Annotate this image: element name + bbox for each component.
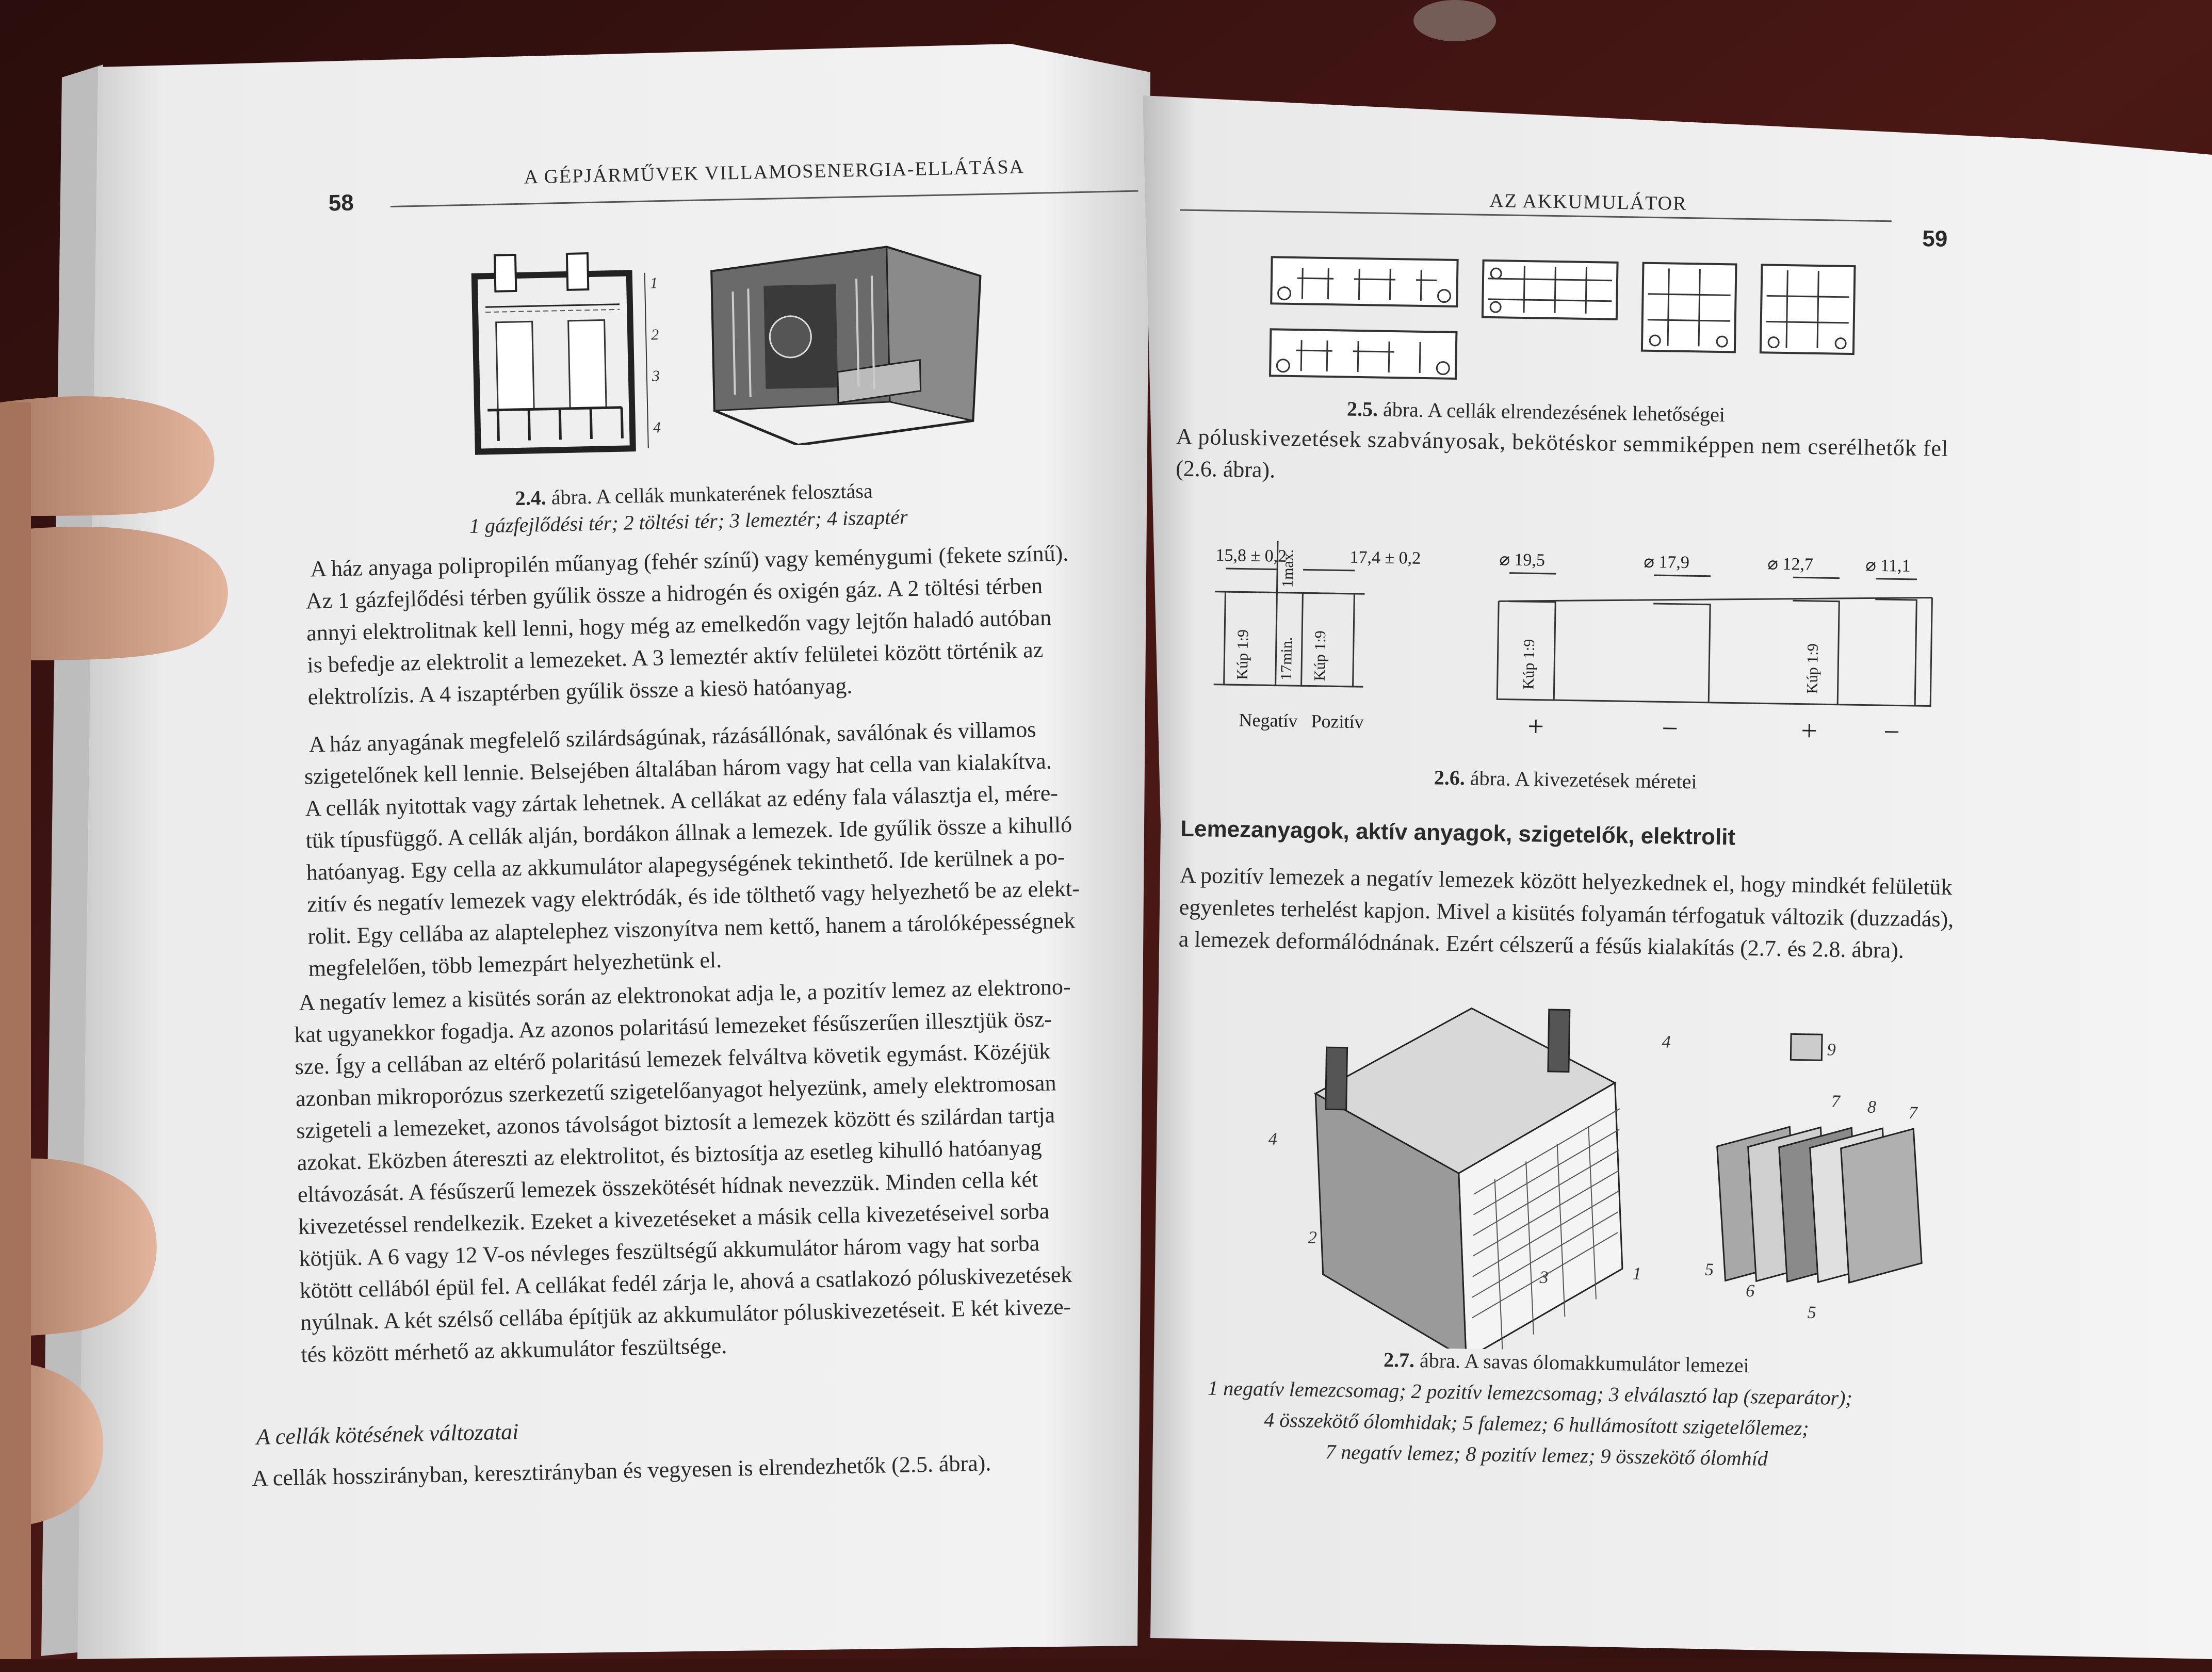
diameter-3: ⌀ 12,7 <box>1767 554 1814 574</box>
diameter-4: ⌀ 11,1 <box>1865 556 1911 576</box>
label-2: 2 <box>1308 1228 1318 1247</box>
label-5: 5 <box>1807 1303 1816 1323</box>
max-label: 1max. <box>1279 549 1297 588</box>
taper-label: Kúp 1:9 <box>1520 639 1538 690</box>
para-2-line: A ház anyagának megfelelő szilárdságúnak, rázásállónak, saválónak és villamos <box>308 717 1036 757</box>
fig-2-5-caption: 2.5. ábra. A cellák elrendezésének lehetőségei <box>1346 397 1726 427</box>
label-8: 8 <box>1867 1097 1877 1117</box>
fig-2-7-caption: 2.7. ábra. A savas ólomakkumulátor lemezei <box>1383 1348 1750 1377</box>
fig-2-7-legend-line: 1 negatív lemezcsomag; 2 pozitív lemezcsomag; 3 elválasztó lap (szeparátor); <box>1207 1376 1853 1410</box>
para-3-line: sze. Így a cellában az eltérő polaritású lemezek felváltva követik egymást. Közéjük <box>295 1038 1051 1080</box>
subheading: A cellák kötésének változatai <box>256 1419 519 1450</box>
label-7: 7 <box>1831 1092 1841 1111</box>
para-3-line: eltávozását. A fésűszerű lemezek összekötését hídnak nevezzük. Minden cella két <box>297 1166 1038 1208</box>
para-1-line: (2.6. ábra). <box>1175 456 1276 483</box>
negative-label: Negatív <box>1239 709 1298 732</box>
para-2-line: egyenletes terhelést kapjon. Mivel a kisütés folyamán térfogatuk változik (duzzadás), <box>1179 894 1954 932</box>
para-2-line: megfelelően, több lemezpárt helyezhetünk el. <box>308 947 722 981</box>
running-head: A GÉPJÁRMŰVEK VILLAMOSENERGIA-ELLÁTÁSA <box>524 156 1025 188</box>
sign-plus: + <box>1800 715 1818 748</box>
para-3-line: tés között mérhető az akkumulátor feszültsége. <box>300 1333 727 1368</box>
para-3-line: kivezetéssel rendelkezik. Ezeket a kivezetéseket a másik cella kivezetéseivel sorba <box>298 1198 1050 1240</box>
fig-2-4-caption: 2.4. ábra. A cellák munkaterének felosztása <box>515 479 873 510</box>
para-1-line: annyi elektrolitnak kell lenni, hogy még az emelkedőn vagy lejtőn haladó autóban <box>306 605 1052 646</box>
label-7: 7 <box>1908 1103 1918 1123</box>
section-heading: Lemezanyagok, aktív anyagok, szigetelők, elektrolit <box>1180 816 1736 850</box>
para-1-line: A póluskivezetések szabványosak, bekötéskor semmiképpen nem cserélhetők fel <box>1176 424 1949 461</box>
sign-minus: − <box>1883 716 1900 749</box>
para-3-line: szigeteli a lemezeket, azonos távolságot biztosít a lemezek között és szilárdan tartja <box>296 1102 1055 1144</box>
label-6: 6 <box>1745 1281 1755 1301</box>
diameter-1: ⌀ 19,5 <box>1499 550 1546 570</box>
fig-2-7-legend-line: 7 negatív lemez; 8 pozitív lemez; 9 összekötő ólomhíd <box>1325 1440 1768 1470</box>
para-2-line: a lemezek deformálódnának. Ezért célszerű a fésűs kialakítás (2.7. és 2.8. ábra). <box>1178 926 1905 963</box>
label-4: 4 <box>1268 1129 1278 1149</box>
para-3-line: azokat. Eközben átereszti az elektrolitot, és biztosítja az esetleg kihulló hatóanyag <box>297 1134 1042 1176</box>
running-head: AZ AKKUMULÁTOR <box>1489 189 1687 215</box>
para-3-line: azonban mikroporózus szerkezetű szigetelőanyagot helyezünk, amely elektromosan <box>295 1070 1056 1112</box>
min-height-label: 17min. <box>1277 637 1296 681</box>
para-2-line: A pozitív lemezek a negatív lemezek között helyezkednek el, hogy mindkét felületük <box>1179 862 1953 900</box>
taper-label: Kúp 1:9 <box>1803 643 1822 694</box>
dim-label-1: 1 <box>649 274 658 292</box>
para-1-line: A ház anyaga polipropilén műanyag (fehér színű) vagy keménygumi (fekete színű). <box>310 540 1069 582</box>
para-2-line: hatóanyag. Egy cella az akkumulátor alapegységének tekinthető. Ide kerülnek a po- <box>306 843 1066 885</box>
lead-acid-plates-drawing <box>1250 974 1937 1356</box>
taper-label: Kúp 1:9 <box>1233 629 1252 680</box>
para-1-line: Az 1 gázfejlődési térben gyűlik össze a hidrogén és oxigén gáz. A 2 töltési térben <box>305 573 1043 614</box>
dim-label-4: 4 <box>653 419 661 436</box>
para-3-line: kötött cellából épül fel. A cellákat fedél zárja le, ahová a csatlakozó póluskivezetések <box>299 1261 1072 1304</box>
para-3-line: kötjük. A 6 vagy 12 V-os névleges feszültségű akkumulátor három vagy hat sorba <box>299 1230 1040 1272</box>
para-1-line: elektrolízis. A 4 iszaptérben gyűlik össze a kiesö hatóanyag. <box>307 673 853 710</box>
para-3-line: A negatív lemez a kisütés során az elektronokat adja le, a pozitív lemez az elektrono- <box>298 973 1071 1016</box>
diameter-2: ⌀ 17,9 <box>1644 552 1690 573</box>
para-2-line: zitív és negatív lemezek vagy elektródák, és ide tölthető vagy helyezhető be az elekt- <box>306 875 1080 917</box>
label-9: 9 <box>1827 1040 1836 1060</box>
label-1: 1 <box>1632 1264 1642 1284</box>
dim-pos-diameter: 17,4 ± 0,2 <box>1349 547 1421 568</box>
terminal-dimensions-drawing <box>1207 530 1954 769</box>
page-number: 59 <box>1922 226 1948 252</box>
para-2-line: szigetelőnek kell lennie. Belsejében általában három vagy hat cella van kialakítva. <box>304 748 1052 789</box>
dim-label-2: 2 <box>650 326 659 344</box>
paragraph-4: A cellák hosszirányban, keresztirányban és vegyesen is elrendezhetők (2.5. ábra). <box>251 1450 991 1491</box>
para-3-line: kat ugyanekkor fogadja. Az azonos polaritású lemezeket fésűszerűen illesztjük ösz- <box>294 1006 1052 1048</box>
positive-label: Pozitív <box>1311 710 1364 733</box>
fig-2-4-legend: 1 gázfejlődési tér; 2 töltési tér; 3 lemeztér; 4 iszaptér <box>469 505 908 538</box>
para-2-line: tük típusfüggő. A cellák alján, bordákon állnak a lemezek. Ide gyűlik össze a kihulló <box>305 811 1072 853</box>
page-number: 58 <box>328 190 354 216</box>
sign-plus: + <box>1527 710 1544 743</box>
taper-label: Kúp 1:9 <box>1311 630 1329 681</box>
label-4: 4 <box>1662 1032 1671 1052</box>
label-3: 3 <box>1539 1268 1549 1288</box>
para-2-line: rolit. Egy cellába az alaptelephez viszonyítva nem kettő, hanem a tárolóképességnek <box>307 907 1076 949</box>
para-1-line: is befedje az elektrolit a lemezeket. A 3 lemeztér aktív felületei között történik az <box>306 637 1044 678</box>
sign-minus: − <box>1661 712 1679 745</box>
hand-holding-book <box>0 0 361 1659</box>
cell-arrangement-diagrams <box>1265 252 1876 396</box>
dim-label-3: 3 <box>652 367 660 385</box>
fig-2-7-legend-line: 4 összekötő ólomhidak; 5 falemez; 6 hullámosított szigetelőlemez; <box>1263 1408 1809 1440</box>
label-5: 5 <box>1704 1260 1714 1280</box>
dim-neg-diameter: 15,8 ± 0,2 <box>1215 545 1287 566</box>
fig-2-6-caption: 2.6. ábra. A kivezetések méretei <box>1434 766 1697 793</box>
para-3-line: nyúlnak. A két szélső cellába építjük az akkumulátor póluskivezetéseit. E két kiveze- <box>300 1293 1071 1336</box>
para-2-line: A cellák nyitottak vagy zártak lehetnek. A cellákat az edény fala választja el, mére- <box>304 780 1059 821</box>
